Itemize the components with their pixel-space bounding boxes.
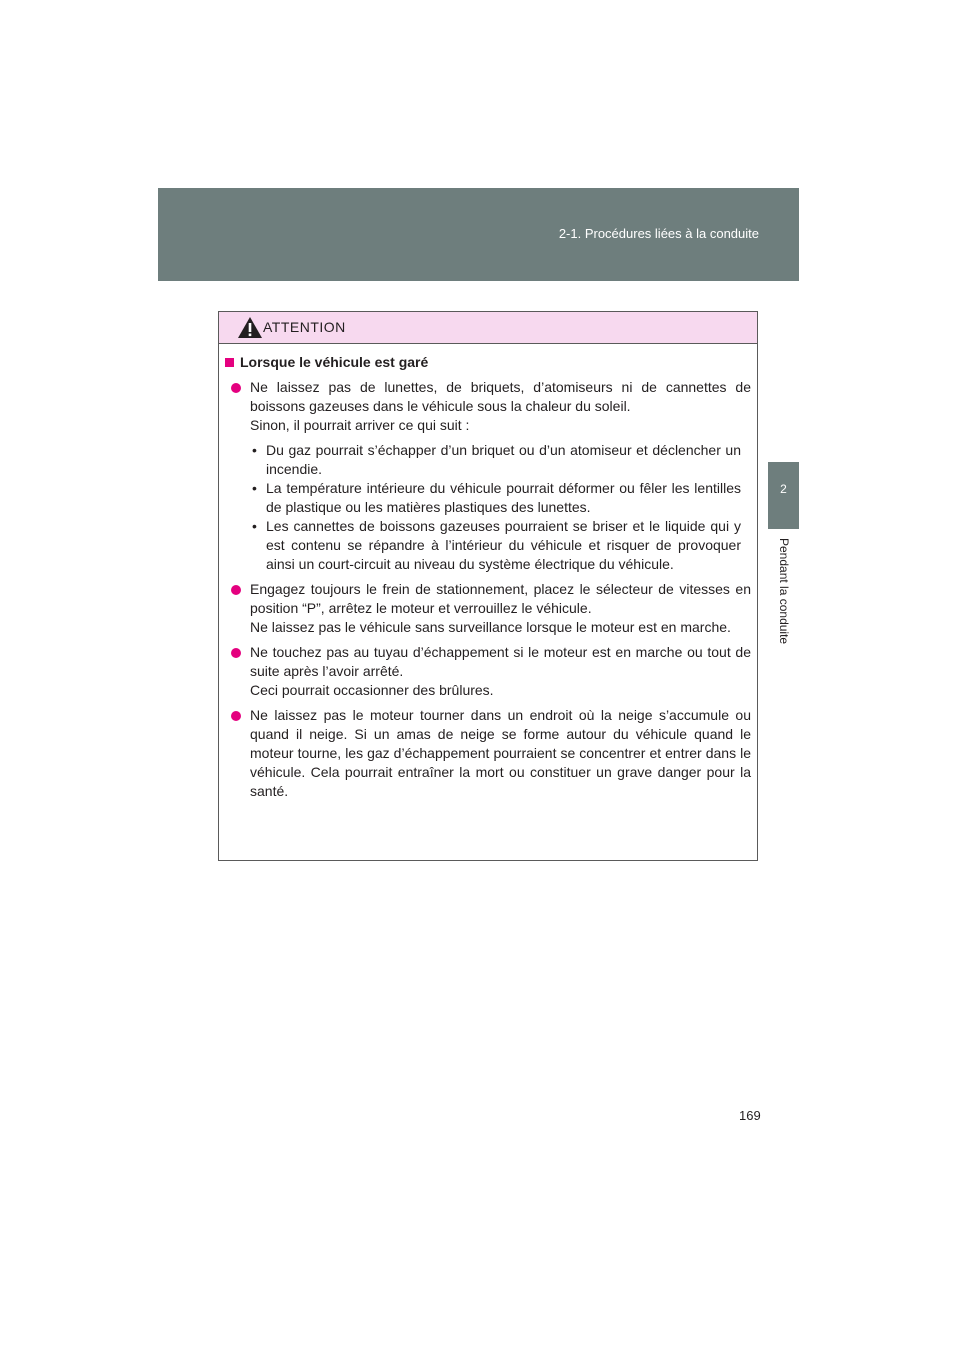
square-bullet-icon <box>225 358 234 367</box>
chapter-number: 2 <box>780 482 787 496</box>
section-heading-text: Lorsque le véhicule est garé <box>240 354 429 370</box>
warning-header <box>219 312 757 344</box>
paragraph: Ne laissez pas le moteur tourner dans un endroit où la neige s’accumule ou quand il neige. Si un amas de neige se forme autour du véhicule quand le moteur tourne, les gaz d’échappement pourraient se concentrer et entrer dans le véhicule. Cela pourrait entraîner la mort ou constituer un grave danger pour la santé. <box>250 707 751 799</box>
circle-bullet-icon <box>231 585 241 595</box>
section-title: 2-1. Procédures liées à la conduite <box>558 226 759 241</box>
chapter-title: Pendant la conduite <box>777 538 791 645</box>
list-item <box>225 580 751 637</box>
paragraph: Sinon, il pourrait arriver ce qui suit : <box>250 417 470 433</box>
sub-list-item <box>250 479 741 517</box>
circle-bullet-icon <box>231 711 241 721</box>
sub-list-item <box>250 441 741 479</box>
list-item <box>225 378 751 574</box>
sub-item-text: Du gaz pourrait s’échapper d’un briquet ou d’un atomiseur et déclencher un incendie. <box>266 442 741 477</box>
circle-bullet-icon <box>231 648 241 658</box>
chapter-tab <box>768 462 799 529</box>
header-band <box>158 188 799 281</box>
warning-triangle-icon <box>237 316 263 339</box>
list-item <box>225 643 751 700</box>
sub-bullet-icon: • <box>252 480 257 496</box>
paragraph: Engagez toujours le frein de stationnement, placez le sélecteur de vitesses en position “P”, arrêtez le moteur et verrouillez le véhicule. <box>250 581 751 616</box>
paragraph: Ne laissez pas le véhicule sans surveillance lorsque le moteur est en marche. <box>250 619 731 635</box>
sub-item-text: Les cannettes de boissons gazeuses pourraient se briser et le liquide qui y est contenu se répandre à l’intérieur du véhicule et risquer de provoquer ainsi un court-circuit au niveau du système électrique du véhicule. <box>266 518 741 572</box>
sub-bullet-icon: • <box>252 518 257 534</box>
sub-bullet-icon: • <box>252 442 257 458</box>
circle-bullet-icon <box>231 383 241 393</box>
paragraph: Ceci pourrait occasionner des brûlures. <box>250 682 494 698</box>
paragraph: Ne touchez pas au tuyau d’échappement si le moteur est en marche ou tout de suite après l’avoir arrêté. <box>250 644 751 679</box>
sub-item-text: La température intérieure du véhicule pourrait déformer ou fêler les lentilles de plastique ou les matières plastiques des lunettes. <box>266 480 741 515</box>
warning-box <box>218 311 758 861</box>
paragraph: Ne laissez pas de lunettes, de briquets, d’atomiseurs ni de cannettes de boissons gazeuses dans le véhicule sous la chaleur du soleil. <box>250 379 751 414</box>
sub-list <box>250 441 751 574</box>
list-item <box>225 706 751 801</box>
warning-body <box>219 344 757 801</box>
warning-title: ATTENTION <box>263 319 346 335</box>
page-number: 169 <box>739 1108 761 1123</box>
section-heading <box>225 352 751 372</box>
sub-list-item <box>250 517 741 574</box>
